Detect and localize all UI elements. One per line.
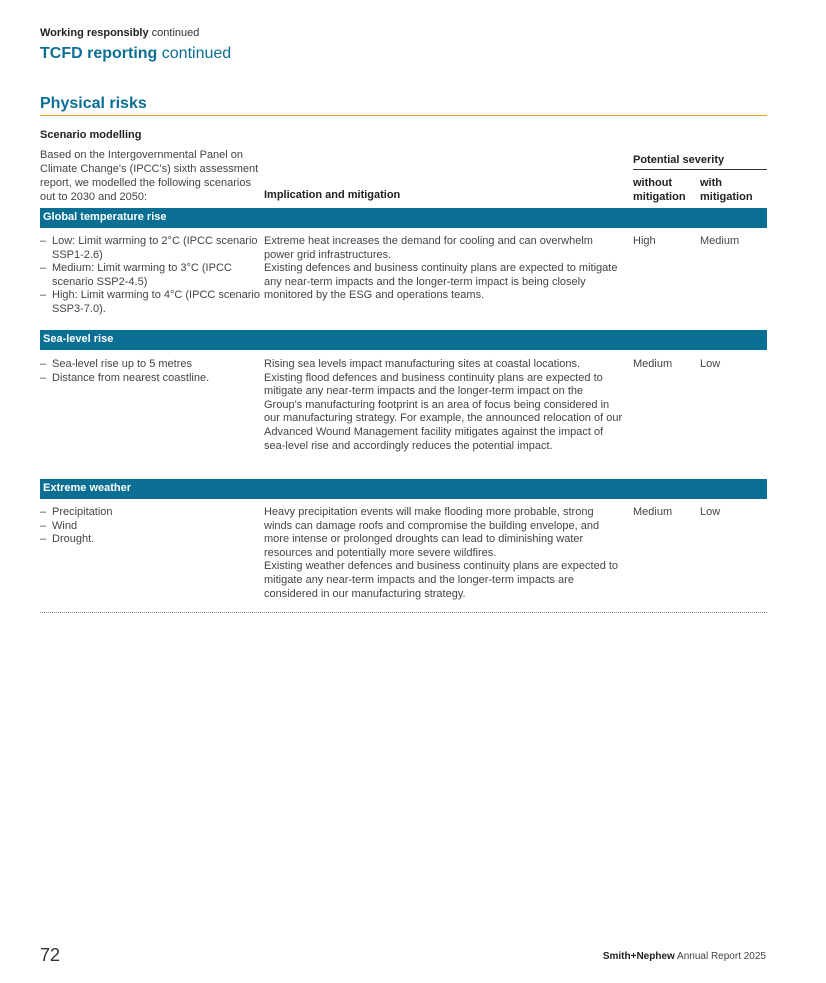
risk-scenarios: [40, 358, 262, 385]
severity-with: Medium: [700, 235, 740, 247]
risk-scenarios: [40, 235, 262, 317]
list-item: – Drought.: [40, 533, 262, 547]
risk-title: Extreme weather: [43, 482, 132, 494]
implication-paragraph: Existing flood defences and business continuity plans are expected to mitigate any near-term impacts and the longer-term impact on the Group's manufacturing footprint is an area of focus being considered in our manufacturing strategy. For example, the announced relocation of our Advanced Wound Management facility mitigates against the impact of sea-level rise and accordingly reduces the potential impact.: [264, 371, 623, 452]
footer-brand: Smith+Nephew: [602, 951, 675, 962]
list-item: – Wind: [40, 520, 262, 534]
risk-band-extreme-weather: [40, 479, 767, 499]
severity-without: Medium: [633, 358, 673, 370]
list-item: – Distance from nearest coastline.: [40, 372, 262, 386]
section-header: [40, 45, 231, 63]
severity-with: Low: [700, 506, 721, 518]
risk-scenarios: [40, 506, 262, 547]
severity-without: Medium: [633, 506, 673, 518]
risk-title: Global temperature rise: [43, 211, 167, 223]
implication-column-header: Implication and mitigation: [264, 189, 401, 201]
running-header: [40, 27, 199, 39]
running-header-bold: Working responsibly: [40, 27, 149, 39]
with-mitigation-header: with mitigation: [700, 177, 753, 203]
risk-band-sea-level: [40, 330, 767, 350]
list-item: – High: Limit warming to 4°C (IPCC scenario SSP3-7.0).: [40, 289, 262, 316]
footer-report-title: Annual Report 2025: [674, 951, 766, 962]
implication-paragraph: Extreme heat increases the demand for cooling and can overwhelm power grid infrastructures.: [264, 235, 593, 261]
implication-paragraph: Existing weather defences and business continuity plans are expected to mitigate any near-term impacts and the longer-term impacts are considered in our manufacturing strategy.: [264, 560, 619, 600]
section-header-bold: TCFD reporting: [40, 45, 158, 62]
title-divider: [40, 115, 767, 116]
page-title: Physical risks: [40, 95, 147, 112]
potential-severity-header: Potential severity: [633, 154, 725, 166]
implication-paragraph: Heavy precipitation events will make flooding more probable, strong winds can damage roofs and compromise the building envelope, and more intense or prolonged droughts can lead to diminishing water resources and potentially more severe wildfires.: [264, 506, 600, 559]
implication-paragraph: Existing defences and business continuity plans are expected to mitigate any near-term impacts and the longer-term impact is being closely monitored by the ESG and operations teams.: [264, 262, 618, 302]
risk-implication: [264, 506, 624, 601]
risk-title: Sea-level rise: [43, 333, 114, 345]
without-mitigation-header: without mitigation: [633, 177, 686, 203]
footer-report: [603, 951, 766, 962]
severity-without: High: [633, 235, 656, 247]
severity-with: Low: [700, 358, 721, 370]
table-end-divider: [40, 612, 767, 613]
page-number: 72: [40, 945, 61, 965]
severity-header-divider: [633, 169, 767, 170]
list-item: – Sea-level rise up to 5 metres: [40, 358, 262, 372]
list-item: – Precipitation: [40, 506, 262, 520]
implication-paragraph: Rising sea levels impact manufacturing sites at coastal locations.: [264, 358, 581, 370]
list-item: – Medium: Limit warming to 3°C (IPCC scenario SSP2-4.5): [40, 262, 262, 289]
risk-implication: [264, 358, 624, 453]
scenario-modelling-title: Scenario modelling: [40, 129, 142, 141]
section-header-rest: continued: [157, 45, 232, 62]
running-header-rest: continued: [148, 27, 200, 39]
list-item: – Low: Limit warming to 2°C (IPCC scenario SSP1-2.6): [40, 235, 262, 262]
scenario-modelling-text: Based on the Intergovernmental Panel on Climate Change's (IPCC's) sixth assessment report, we modelled the following scenarios out to 2030 and 2050:: [40, 149, 259, 203]
risk-implication: [264, 235, 624, 303]
risk-band-global-temperature: [40, 208, 767, 228]
